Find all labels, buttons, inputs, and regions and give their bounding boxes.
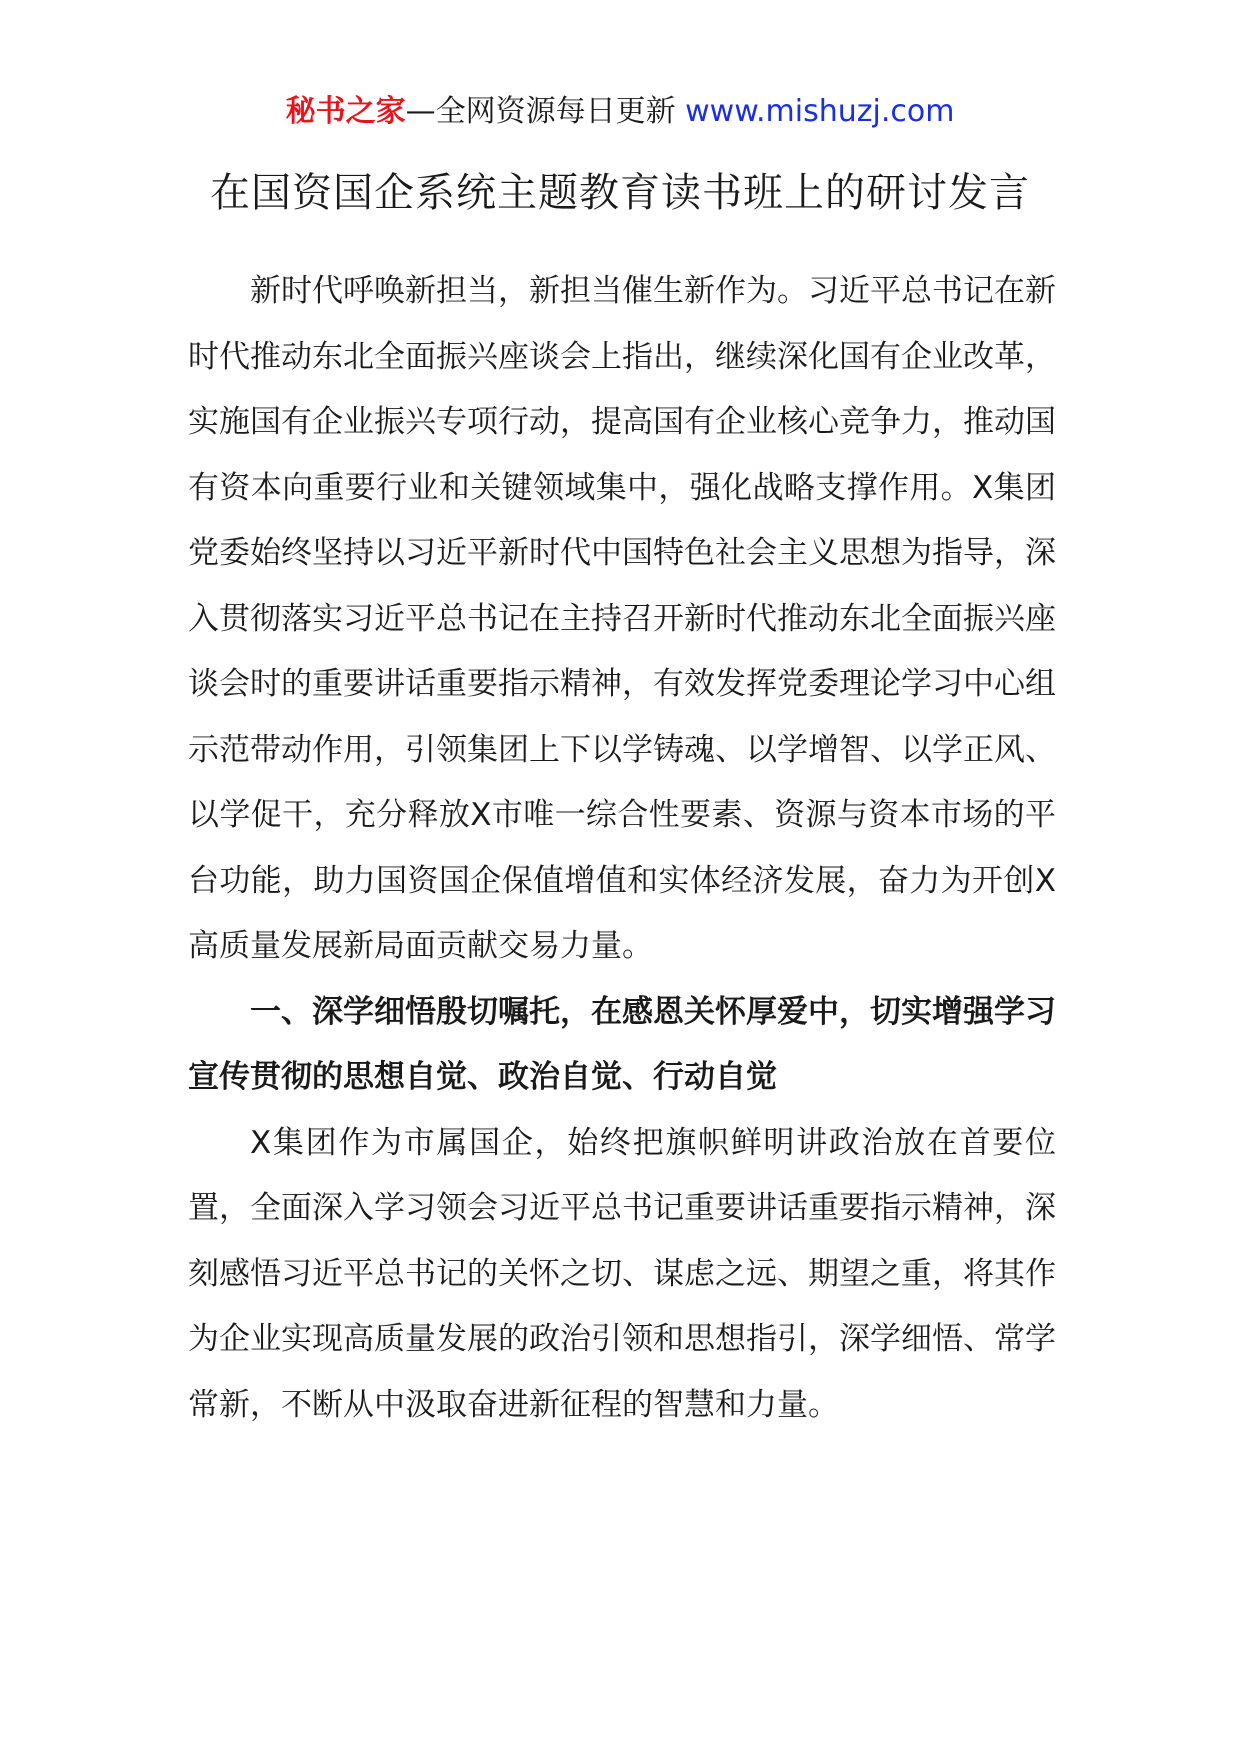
section-heading-1: 一、深学细悟殷切嘱托，在感恩关怀厚爱中，切实增强学习宣传贯彻的思想自觉、政治自觉、行动自觉 [188, 993, 1056, 1095]
document-title: 在国资国企系统主题教育读书班上的研讨发言 [210, 170, 1030, 216]
site-tagline: —全网资源每日更新 [405, 94, 686, 129]
document-body [188, 259, 1056, 1438]
site-watermark-header [0, 92, 1240, 132]
paragraph-intro: 新时代呼唤新担当，新担当催生新作为。习近平总书记在新时代推动东北全面振兴座谈会上指出，继续深化国有企业改革，实施国有企业振兴专项行动，提高国有企业核心竞争力，推动国有资本向重要行业和关键领域集中，强化战略支撑作用。X集团党委始终坚持以习近平新时代中国特色社会主义思想为指导，深入贯彻落实习近平总书记在主持召开新时代推动东北全面振兴座谈会时的重要讲话重要指示精神，有效发挥党委理论学习中心组示范带动作用，引领集团上下以学铸魂、以学增智、以学正风、以学促干，充分释放X市唯一综合性要素、资源与资本市场的平台功能，助力国资国企保值增值和实体经济发展，奋力为开创X高质量发展新局面贡献交易力量。 [188, 273, 1056, 964]
site-url: www.mishuzj.com [685, 94, 955, 129]
paragraph-section-1: X集团作为市属国企，始终把旗帜鲜明讲政治放在首要位置，全面深入学习领会习近平总书记重要讲话重要指示精神，深刻感悟习近平总书记的关怀之切、谋虑之远、期望之重，将其作为企业实现高质量发展的政治引领和思想指引，深学细悟、常学常新，不断从中汲取奋进新征程的智慧和力量。 [188, 1124, 1056, 1423]
site-brand: 秘书之家 [285, 94, 406, 129]
